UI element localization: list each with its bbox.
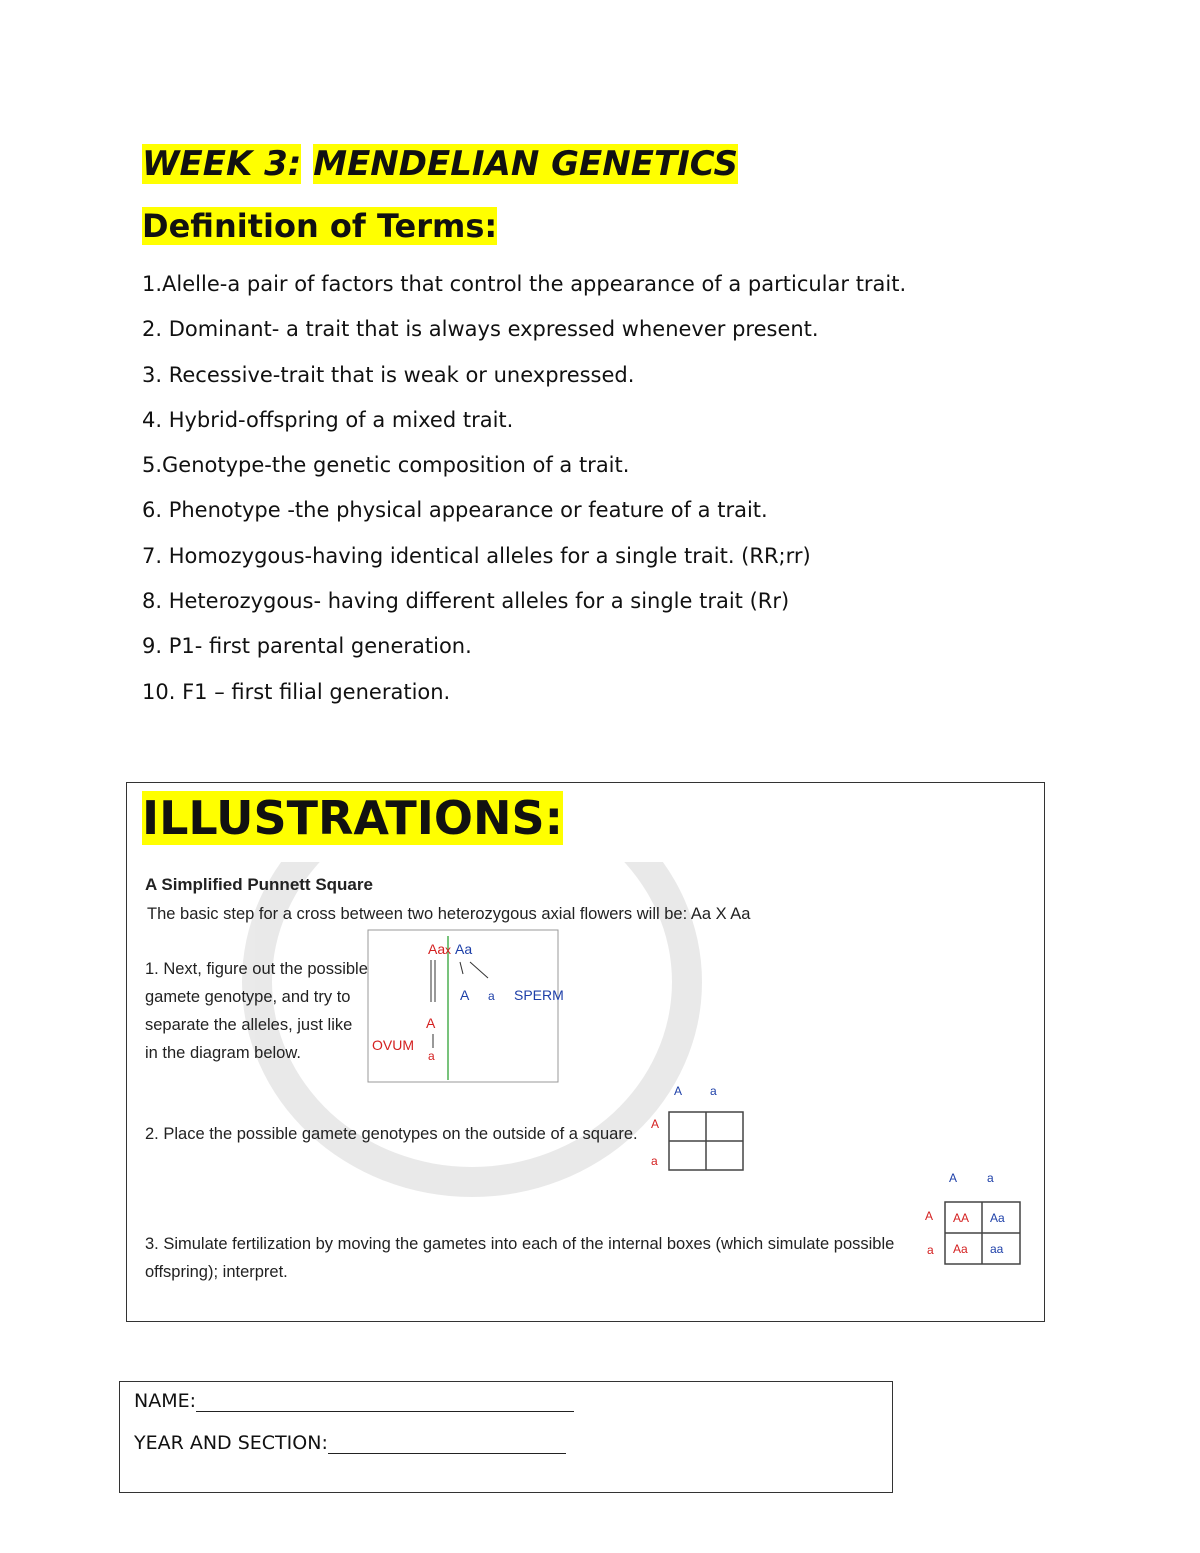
definition-item: 8. Heterozygous- having different alleles for a single trait (Rr) (142, 589, 790, 614)
offspring-genotype: AA (953, 1211, 970, 1225)
ovum-allele: A (426, 1015, 436, 1031)
definition-item: 6. Phenotype -the physical appearance or feature of a trait. (142, 498, 768, 523)
gamete-diagram (368, 930, 564, 1082)
square-top-allele: A (674, 1084, 683, 1098)
punnett-figure-svg (142, 862, 1037, 1292)
parent-left-genotype: Aa (428, 941, 446, 957)
page-title (142, 140, 738, 188)
year-section-row (134, 1432, 566, 1454)
step1-line: in the diagram below. (145, 1044, 301, 1062)
square-top-allele: a (710, 1084, 717, 1098)
section-heading-definitions (142, 202, 497, 250)
square-left-allele: a (927, 1243, 934, 1257)
square-left-allele: A (651, 1117, 660, 1131)
definitions-heading-text: Definition of Terms: (142, 207, 498, 245)
definition-item: 1.Alelle-a pair of factors that control the appearance of a particular trait. (142, 272, 907, 296)
step3-line: 3. Simulate fertilization by moving the gametes into each of the internal boxes (which simulate possible (145, 1235, 895, 1253)
definition-item: 4. Hybrid-offspring of a mixed trait. (142, 407, 514, 432)
step1-line: separate the alleles, just like (145, 1016, 353, 1034)
name-row (134, 1390, 574, 1412)
parent-right-genotype: Aa (455, 941, 473, 957)
definition-list (142, 262, 906, 715)
illustrations-heading-text: ILLUSTRATIONS: (142, 791, 564, 845)
sperm-allele: A (460, 987, 470, 1003)
title-topic: MENDELIAN GENETICS (313, 144, 739, 184)
ovum-allele: a (428, 1049, 435, 1063)
definition-item: 3. Recessive-trait that is weak or unexpressed. (142, 362, 635, 387)
offspring-genotype: Aa (953, 1242, 968, 1256)
title-week: WEEK 3: (142, 144, 302, 184)
punnett-square-figure (142, 862, 1037, 1292)
definition-item: 10. F1 – first filial generation. (142, 679, 451, 704)
year-section-blank-line[interactable] (328, 1435, 566, 1454)
definition-item: 7. Homozygous-having identical alleles for a single trait. (RR;rr) (142, 543, 811, 568)
square-left-allele: a (651, 1154, 658, 1168)
sperm-allele: a (488, 989, 495, 1003)
sperm-label: SPERM (514, 987, 564, 1003)
step1-line: gamete genotype, and try to (145, 988, 351, 1006)
offspring-genotype: Aa (990, 1211, 1005, 1225)
square-top-allele: A (949, 1171, 958, 1185)
name-blank-line[interactable] (196, 1393, 574, 1412)
filled-punnett-square (925, 1171, 1020, 1264)
step1-line: 1. Next, figure out the possible (145, 960, 368, 978)
offspring-genotype: aa (990, 1242, 1004, 1256)
name-label: NAME: (134, 1390, 197, 1412)
square-top-allele: a (987, 1171, 994, 1185)
figure-intro: The basic step for a cross between two heterozygous axial flowers will be: Aa X Aa (147, 905, 751, 923)
ovum-label: OVUM (372, 1037, 414, 1053)
square-left-allele: A (925, 1209, 934, 1223)
cross-symbol: x (445, 943, 451, 957)
step2-text: 2. Place the possible gamete genotypes on the outside of a square. (145, 1125, 638, 1143)
year-section-label: YEAR AND SECTION: (134, 1432, 328, 1454)
step3-line: offspring); interpret. (145, 1263, 288, 1281)
illustrations-heading (142, 790, 567, 846)
definition-item: 9. P1- first parental generation. (142, 634, 472, 659)
figure-heading: A Simplified Punnett Square (145, 875, 373, 894)
definition-item: 2. Dominant- a trait that is always expressed whenever present. (142, 317, 819, 342)
definition-item: 5.Genotype-the genetic composition of a trait. (142, 453, 630, 478)
